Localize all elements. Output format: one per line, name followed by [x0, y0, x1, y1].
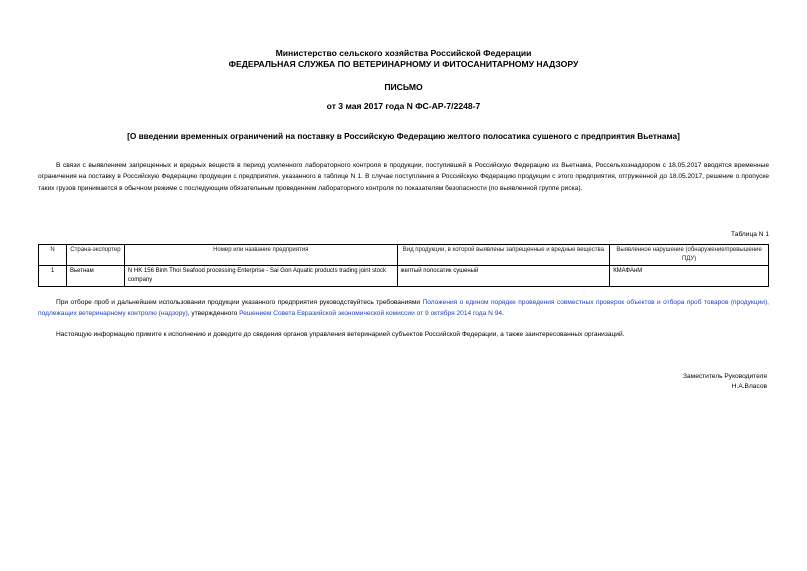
header-product: Вид продукции, в которой выявлены запрещенные и вредные вещества — [397, 245, 610, 266]
restrictions-table — [38, 244, 769, 287]
paragraph-2 — [38, 297, 769, 320]
table-caption: Таблица N 1 — [731, 231, 769, 238]
document-type: ПИСЬМО — [384, 82, 423, 92]
document-date-number: от 3 мая 2017 года N ФС-АР-7/2248-7 — [326, 101, 481, 111]
paragraph-2-mid: , утвержденного — [187, 310, 240, 318]
header-country: Страна-экспортер — [66, 245, 124, 266]
paragraph-1 — [38, 160, 769, 194]
cell-country: Вьетнам — [66, 266, 124, 287]
header-violation: Выявленное нарушение (обнаружение/превышение ПДУ) — [610, 245, 769, 266]
paragraph-2-start: При отборе проб и дальнейшем использовании продукции указанного предприятия руководствуйтесь требованиями — [56, 299, 423, 306]
header-enterprise: Номер или название предприятия — [124, 245, 397, 266]
decision-link[interactable]: Решением Совета Евразийской экономической комиссии от 9 октября 2014 года N 94 — [239, 310, 503, 318]
paragraph-2-end: . — [502, 310, 504, 318]
header-number: N — [39, 245, 67, 266]
paragraph-3 — [38, 329, 769, 340]
cell-product: желтый полосатик сушеный — [397, 266, 610, 287]
regulation-link[interactable]: Положения о едином порядке проведения совместных проверок объектов и отбора проб товаров (продукции), подлежащих ветеринарному контролю (надзору) — [38, 299, 769, 318]
cell-number: 1 — [39, 266, 67, 287]
table-header-row — [39, 245, 769, 266]
paragraph-1-text: В связи с выявлением запрещенных и вредных веществ в период усиленного лабораторного контроля в продукции, поступившей в Российскую Федерацию из Вьетнама, Россельхознадзором с 18.05.2017 вводятся временные ограничения на поставку в Российскую Федерацию продукции с предприятия, указанного в таблице N 1. В случае поступления в Российскую Федерацию продукции с этого предприятия, отгруженной до 18.05.2017, решение о пропуске таких грузов принимается в обычном режиме с последующим обязательным проведением лабораторного контроля по показателям безопасности (по выявленной группе риска). — [38, 162, 769, 192]
cell-enterprise: N HK 156 Binh Thoi Seafood processing Enterprise - Sai Gon Aquatic products trading joint stock company — [124, 266, 397, 287]
ministry-title: Министерство сельского хозяйства Российской Федерации — [275, 48, 532, 58]
signatory-name: Н.А.Власов — [731, 383, 767, 390]
paragraph-3-text: Настоящую информацию примите к исполнению и доведите до сведения органов управления ветеринарией субъектов Российской Федерации, а также заинтересованных организаций. — [56, 331, 625, 338]
signatory-position: Заместитель Руководителя — [683, 373, 767, 380]
service-title: ФЕДЕРАЛЬНАЯ СЛУЖБА ПО ВЕТЕРИНАРНОМУ И ФИТОСАНИТАРНОМУ НАДЗОРУ — [228, 59, 579, 69]
cell-violation: КМАФАнМ — [610, 266, 769, 287]
document-subject: [О введении временных ограничений на поставку в Российскую Федерацию желтого полосатика сушеного с предприятия Вьетнама] — [127, 131, 680, 141]
table-row — [39, 266, 769, 287]
